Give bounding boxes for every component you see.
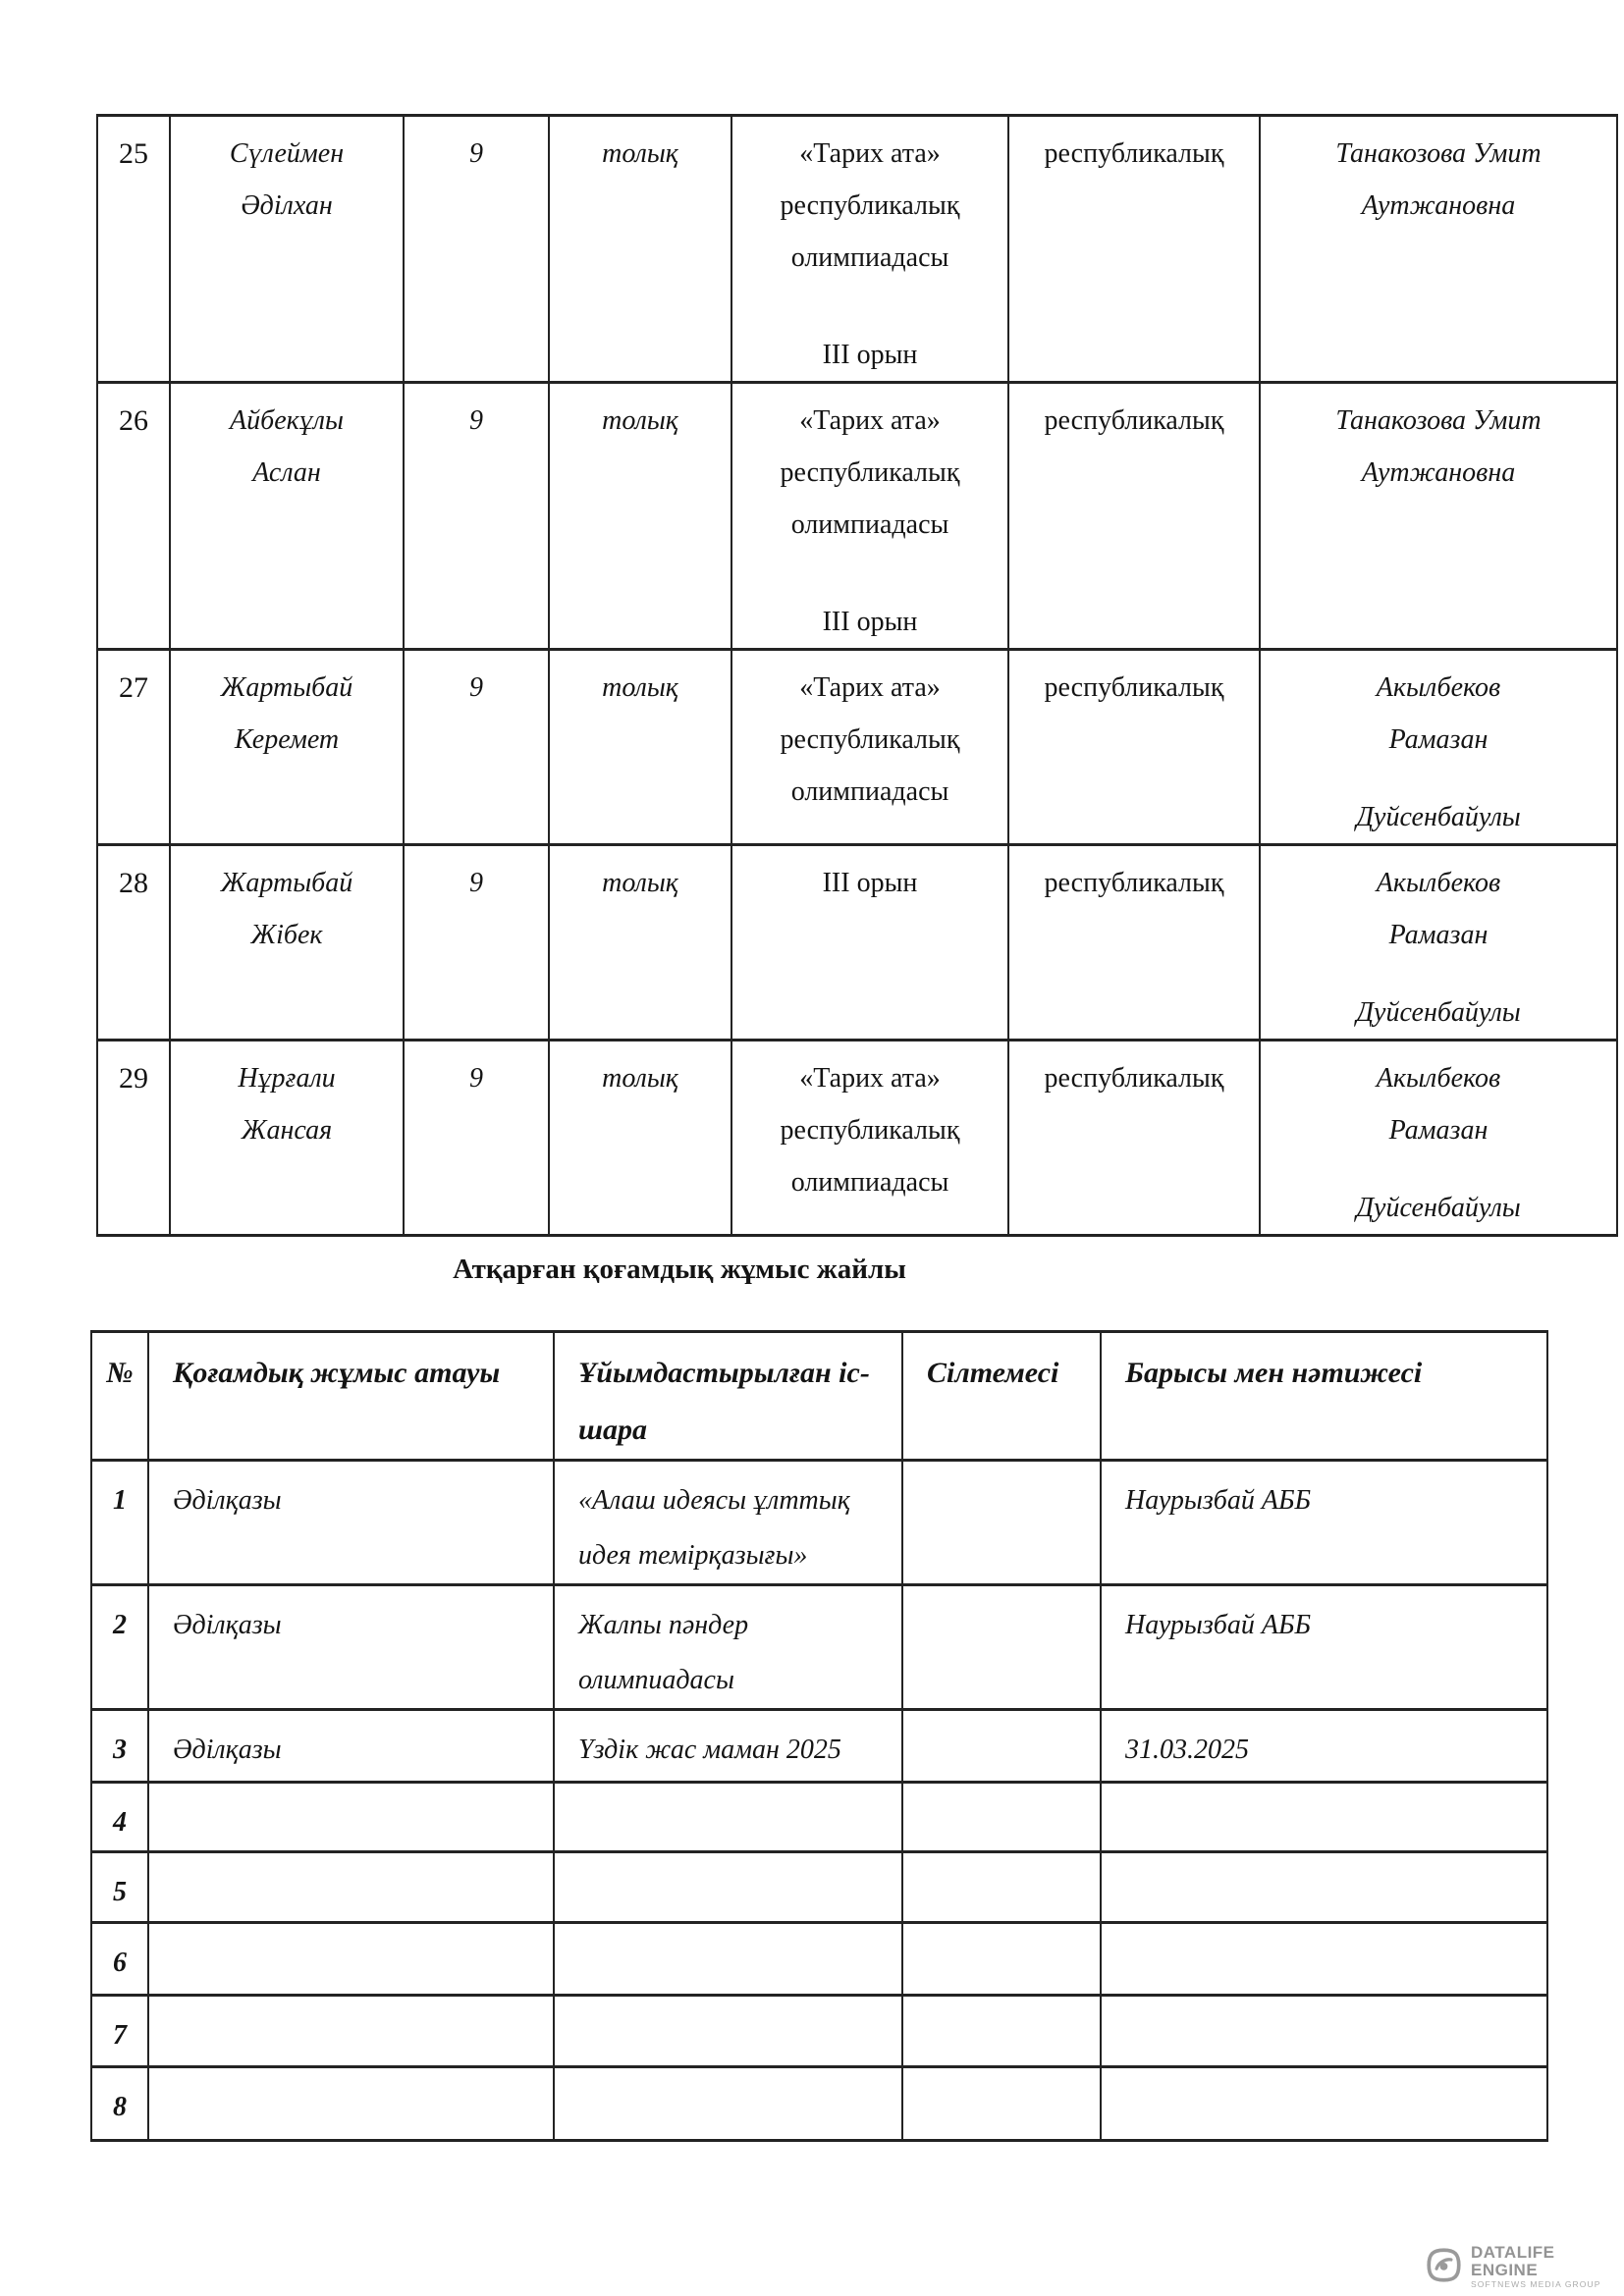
work-name-cell: Әділқазы <box>148 1585 554 1710</box>
work-link-cell <box>902 1923 1101 1996</box>
teacher-note: Дуйсенбайулы <box>1356 997 1521 1028</box>
row-number: 7 <box>91 1996 148 2067</box>
work-link-cell <box>902 1783 1101 1852</box>
student-name-line: Керемет <box>234 724 340 755</box>
teacher-line: Акылбеков <box>1376 672 1501 703</box>
row-number: 8 <box>91 2067 148 2141</box>
student-name <box>170 650 404 845</box>
work-event-cell: «Алаш идеясы ұлттық идея темірқазығы» <box>554 1461 902 1585</box>
work-link-cell <box>902 1585 1101 1710</box>
work-result-cell <box>1101 1923 1547 1996</box>
work-link-cell <box>902 1852 1101 1923</box>
table-row <box>97 383 1617 650</box>
teacher-note: Дуйсенбайулы <box>1356 802 1521 832</box>
event-line: республикалық <box>780 1115 960 1146</box>
watermark-subtitle: SOFTNEWS MEDIA GROUP <box>1471 2279 1601 2289</box>
work-event-cell <box>554 1783 902 1852</box>
event-cell <box>731 845 1008 1041</box>
teacher-line: Рамазан <box>1388 1115 1489 1146</box>
row-number: 27 <box>97 650 170 845</box>
row-number: 1 <box>91 1461 148 1585</box>
work-link-cell <box>902 1996 1101 2067</box>
work-result-cell <box>1101 1996 1547 2067</box>
table-row <box>97 1041 1617 1236</box>
teacher-line: Танакозова Умит <box>1335 405 1542 436</box>
work-link-cell <box>902 2067 1101 2141</box>
row-number: 29 <box>97 1041 170 1236</box>
status-cell: толық <box>549 116 731 383</box>
student-name-line: Әділхан <box>241 190 333 221</box>
work-name-cell: Әділқазы <box>148 1461 554 1585</box>
work-name-cell <box>148 1923 554 1996</box>
row-number: 4 <box>91 1783 148 1852</box>
student-name-line: Нұрғали <box>238 1063 336 1094</box>
event-line: «Тарих ата» <box>799 1063 941 1094</box>
teacher-cell <box>1260 650 1617 845</box>
level-cell: республикалық <box>1008 383 1260 650</box>
column-header-event: Ұйымдастырылған іс-шара <box>554 1332 902 1461</box>
event-cell <box>731 1041 1008 1236</box>
event-line: «Тарих ата» <box>799 405 941 436</box>
event-cell <box>731 650 1008 845</box>
work-result-cell: 31.03.2025 <box>1101 1710 1547 1783</box>
row-number: 5 <box>91 1852 148 1923</box>
table-row <box>91 1710 1547 1783</box>
status-cell: толық <box>549 845 731 1041</box>
table-row <box>97 845 1617 1041</box>
status-cell: толық <box>549 650 731 845</box>
column-header-link: Сілтемесі <box>902 1332 1101 1461</box>
teacher-line: Аутжановна <box>1361 190 1516 221</box>
student-name <box>170 116 404 383</box>
table-row <box>91 1783 1547 1852</box>
watermark-title: DATALIFE ENGINE <box>1471 2243 1555 2279</box>
event-line: «Тарих ата» <box>799 138 941 169</box>
grade-cell: 9 <box>404 1041 549 1236</box>
table-row <box>97 650 1617 845</box>
teacher-line: Рамазан <box>1388 724 1489 755</box>
student-name-line: Жібек <box>250 920 323 950</box>
event-line: III орын <box>822 868 918 898</box>
event-line: республикалық <box>780 724 960 755</box>
row-number: 26 <box>97 383 170 650</box>
table-row <box>91 1852 1547 1923</box>
student-name-line: Айбекұлы <box>230 405 344 436</box>
work-name-cell <box>148 2067 554 2141</box>
table-row <box>91 1461 1547 1585</box>
watermark-text <box>1471 2244 1624 2290</box>
work-name-cell: Әділқазы <box>148 1710 554 1783</box>
work-event-cell: Жалпы пәндер олимпиадасы <box>554 1585 902 1710</box>
student-name <box>170 1041 404 1236</box>
student-name-line: Аслан <box>252 457 321 488</box>
work-result-cell: Наурызбай АББ <box>1101 1461 1547 1585</box>
work-name-cell <box>148 1852 554 1923</box>
grade-cell: 9 <box>404 845 549 1041</box>
event-cell <box>731 383 1008 650</box>
level-cell: республикалық <box>1008 845 1260 1041</box>
column-header-name: Қоғамдық жұмыс атауы <box>148 1332 554 1461</box>
table-row <box>91 1585 1547 1710</box>
teacher-line: Танакозова Умит <box>1335 138 1542 169</box>
teacher-cell <box>1260 845 1617 1041</box>
teacher-note: Дуйсенбайулы <box>1356 1193 1521 1223</box>
event-note: III орын <box>822 340 918 370</box>
status-cell: толық <box>549 1041 731 1236</box>
event-line: олимпиадасы <box>790 242 949 273</box>
student-name-line: Жансая <box>241 1115 333 1146</box>
work-result-cell <box>1101 2067 1547 2141</box>
grade-cell: 9 <box>404 650 549 845</box>
work-link-cell <box>902 1461 1101 1585</box>
event-cell <box>731 116 1008 383</box>
event-line: олимпиадасы <box>790 509 949 540</box>
work-link-cell <box>902 1710 1101 1783</box>
grade-cell: 9 <box>404 116 549 383</box>
student-name <box>170 845 404 1041</box>
level-cell: республикалық <box>1008 116 1260 383</box>
event-line: республикалық <box>780 190 960 221</box>
section-title: Атқарған қоғамдық жұмыс жайлы <box>453 1254 906 1285</box>
student-name-line: Сүлеймен <box>229 138 345 169</box>
work-result-cell: Наурызбай АББ <box>1101 1585 1547 1710</box>
row-number: 28 <box>97 845 170 1041</box>
level-cell: республикалық <box>1008 650 1260 845</box>
status-cell: толық <box>549 383 731 650</box>
row-number: 6 <box>91 1923 148 1996</box>
column-header-num: № <box>91 1332 148 1461</box>
event-line: олимпиадасы <box>790 1167 949 1198</box>
teacher-line: Акылбеков <box>1376 1063 1501 1094</box>
work-result-cell <box>1101 1852 1547 1923</box>
achievements-table <box>96 114 1618 1237</box>
work-event-cell <box>554 1852 902 1923</box>
teacher-cell <box>1260 116 1617 383</box>
teacher-cell <box>1260 383 1617 650</box>
teacher-line: Рамазан <box>1388 920 1489 950</box>
work-result-cell <box>1101 1783 1547 1852</box>
table-row <box>91 1923 1547 1996</box>
work-event-cell: Үздік жас маман 2025 <box>554 1710 902 1783</box>
work-event-cell <box>554 1996 902 2067</box>
row-number: 25 <box>97 116 170 383</box>
community-work-table <box>90 1330 1548 2142</box>
datalife-engine-logo-icon <box>1426 2247 1462 2288</box>
work-name-cell <box>148 1783 554 1852</box>
work-event-cell <box>554 2067 902 2141</box>
student-name-line: Жартыбай <box>220 672 353 703</box>
event-line: олимпиадасы <box>790 776 949 807</box>
teacher-line: Аутжановна <box>1361 457 1516 488</box>
teacher-cell <box>1260 1041 1617 1236</box>
work-name-cell <box>148 1996 554 2067</box>
column-header-result: Барысы мен нәтижесі <box>1101 1332 1547 1461</box>
row-number: 2 <box>91 1585 148 1710</box>
level-cell: республикалық <box>1008 1041 1260 1236</box>
work-event-cell <box>554 1923 902 1996</box>
student-name-line: Жартыбай <box>220 868 353 898</box>
table-row <box>91 2067 1547 2141</box>
watermark <box>1426 2244 1624 2290</box>
table-header-row <box>91 1332 1547 1461</box>
event-note: III орын <box>822 607 918 637</box>
table-row <box>91 1996 1547 2067</box>
row-number: 3 <box>91 1710 148 1783</box>
teacher-line: Акылбеков <box>1376 868 1501 898</box>
student-name <box>170 383 404 650</box>
grade-cell: 9 <box>404 383 549 650</box>
event-line: «Тарих ата» <box>799 672 941 703</box>
table-row <box>97 116 1617 383</box>
event-line: республикалық <box>780 457 960 488</box>
